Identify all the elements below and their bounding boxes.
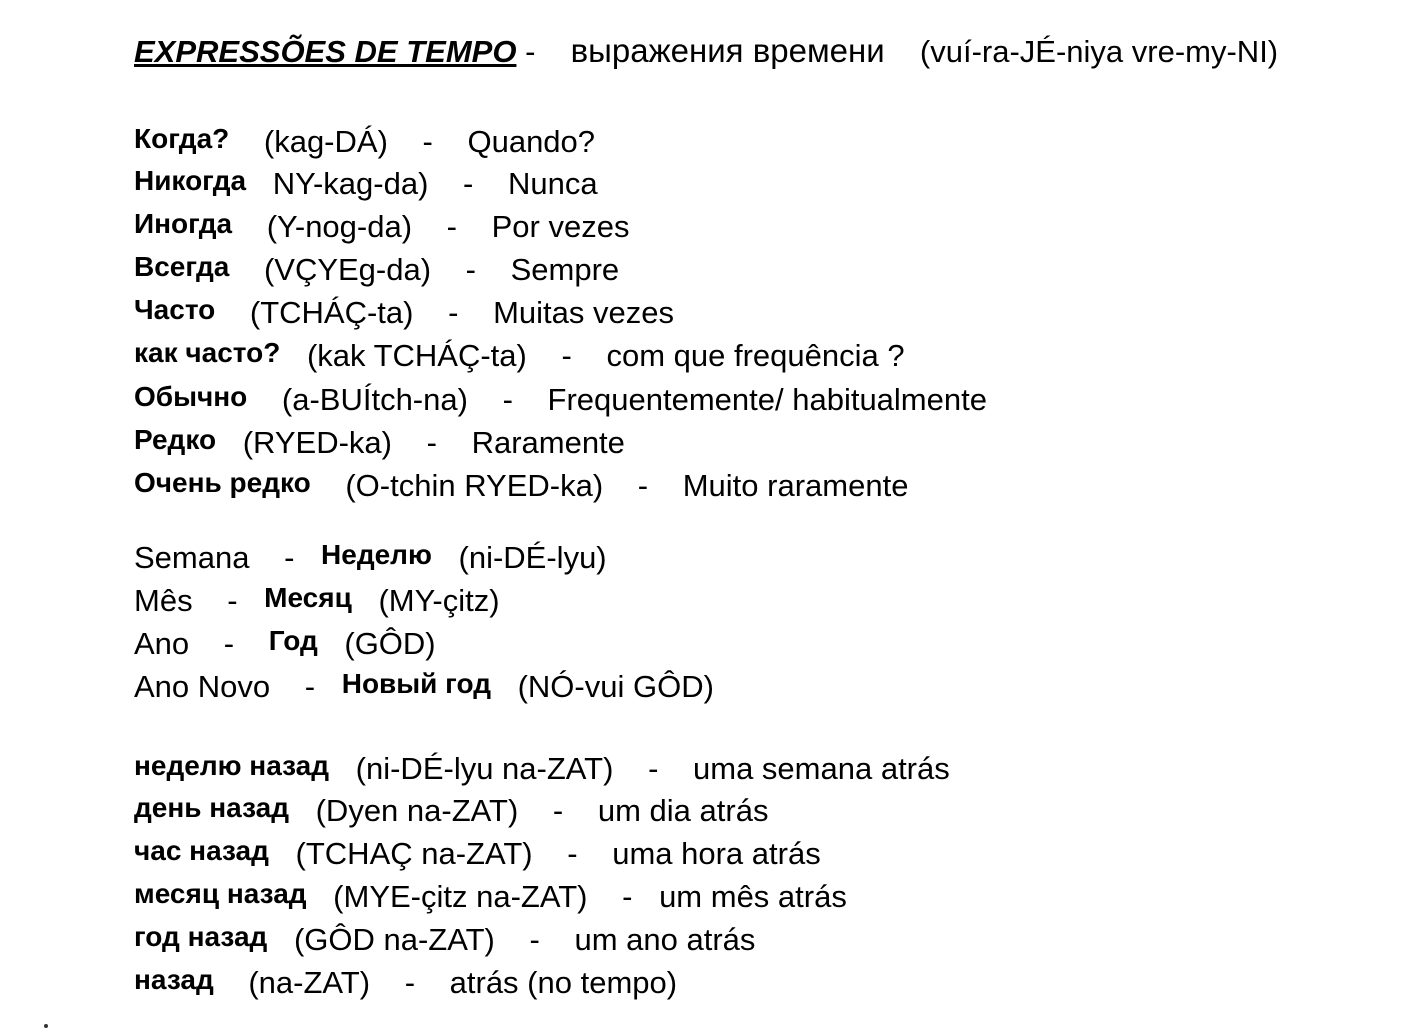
separator-dash: - [284, 540, 295, 575]
ago-row [134, 921, 755, 960]
stray-dot [44, 1024, 48, 1028]
portuguese-meaning: com que frequência ? [606, 338, 905, 373]
frequency-row [134, 424, 625, 463]
pronunciation: (GÔD) [344, 626, 436, 661]
portuguese-meaning: Frequentemente/ habitualmente [547, 382, 987, 417]
separator-dash: - [502, 382, 513, 417]
russian-word: Очень редко [134, 467, 311, 498]
russian-word: Иногда [134, 208, 233, 239]
russian-word: Обычно [134, 381, 248, 412]
separator-dash: - [465, 252, 476, 287]
portuguese-word: Mês [134, 583, 193, 618]
portuguese-meaning: uma semana atrás [693, 751, 950, 786]
frequency-row [134, 294, 674, 333]
pronunciation: (RYED-ka) [242, 425, 392, 460]
portuguese-meaning: Raramente [471, 425, 625, 460]
russian-word: Месяц [264, 582, 352, 613]
separator-dash: - [304, 669, 316, 704]
russian-word: назад [134, 964, 214, 995]
pronunciation: (ni-DÉ-lyu na-ZAT) [355, 751, 614, 786]
separator-dash: - [622, 879, 633, 914]
separator-dash: - [567, 836, 578, 871]
russian-word: Никогда [134, 165, 247, 196]
separator-dash: - [422, 124, 433, 159]
pronunciation: (a-BUÍtch-na) [281, 382, 468, 417]
portuguese-meaning: um ano atrás [574, 922, 756, 957]
separator-dash: - [446, 209, 457, 244]
frequency-row [134, 381, 987, 420]
period-row [134, 582, 500, 621]
title-dash: - [525, 34, 536, 69]
ago-row [134, 835, 821, 874]
title-line [134, 32, 1278, 71]
russian-word: Часто [134, 294, 216, 325]
portuguese-meaning: Muito raramente [682, 468, 909, 503]
pronunciation: (Dyen na-ZAT) [315, 793, 519, 828]
pronunciation: (Y-nog-da) [266, 209, 413, 244]
russian-word: Когда? [134, 123, 230, 154]
ago-row [134, 792, 768, 831]
portuguese-meaning: Quando? [467, 124, 596, 159]
pronunciation: (ni-DÉ-lyu) [458, 540, 607, 575]
russian-word: год назад [134, 921, 268, 952]
frequency-row [134, 467, 908, 506]
separator-dash: - [448, 295, 459, 330]
pronunciation: (NÓ-vui GÔD) [517, 669, 714, 704]
title-russian: выражения времени [570, 32, 885, 69]
frequency-row [134, 337, 905, 376]
russian-word: неделю назад [134, 750, 330, 781]
separator-dash: - [648, 751, 659, 786]
pronunciation: NY-kag-da) [272, 166, 429, 201]
separator-dash: - [223, 626, 235, 661]
pronunciation: (TCHÁÇ-ta) [249, 295, 414, 330]
separator-dash: - [561, 338, 572, 373]
russian-word: час назад [134, 835, 269, 866]
portuguese-meaning: Muitas vezes [493, 295, 674, 330]
separator-dash: - [529, 922, 540, 957]
separator-dash: - [404, 965, 416, 1000]
separator-dash: - [637, 468, 649, 503]
russian-word: месяц назад [134, 878, 307, 909]
pronunciation: (MYE-çitz na-ZAT) [333, 879, 588, 914]
portuguese-meaning: Por vezes [491, 209, 630, 244]
ago-row [134, 964, 677, 1003]
title-portuguese: EXPRESSÕES DE TEMPO [134, 34, 517, 69]
pronunciation: (VÇYEg-da) [263, 252, 432, 287]
pronunciation: (O-tchin RYED-ka) [345, 468, 604, 503]
period-row [134, 668, 714, 707]
portuguese-meaning: Sempre [510, 252, 620, 287]
russian-word: день назад [134, 792, 289, 823]
portuguese-meaning: atrás (no tempo) [449, 965, 678, 1000]
portuguese-meaning: um dia atrás [597, 793, 769, 828]
portuguese-word: Semana [134, 540, 250, 575]
pronunciation: (MY-çitz) [378, 583, 500, 618]
portuguese-meaning: Nunca [507, 166, 598, 201]
pronunciation: (GÔD na-ZAT) [293, 922, 495, 957]
frequency-row [134, 165, 598, 204]
portuguese-word: Ano [134, 626, 190, 661]
separator-dash: - [552, 793, 564, 828]
portuguese-word: Ano Novo [134, 669, 271, 704]
ago-row [134, 750, 950, 789]
russian-word: Год [268, 625, 318, 656]
russian-word: Всегда [134, 251, 230, 282]
period-row [134, 539, 607, 578]
russian-word: Новый год [341, 668, 491, 699]
pronunciation: (kak TCHÁÇ-ta) [306, 338, 527, 373]
portuguese-meaning: uma hora atrás [612, 836, 821, 871]
period-row [134, 625, 436, 664]
frequency-row [134, 208, 629, 247]
frequency-row [134, 251, 619, 290]
pronunciation: (kag-DÁ) [263, 124, 388, 159]
pronunciation: (TCHAÇ na-ZAT) [295, 836, 533, 871]
portuguese-meaning: um mês atrás [659, 879, 847, 914]
title-pronunciation: (vuí-ra-JÉ-niya vre-my-NI) [919, 34, 1279, 69]
separator-dash: - [227, 583, 238, 618]
separator-dash: - [426, 425, 437, 460]
russian-word: Редко [134, 424, 217, 455]
russian-word: Неделю [321, 539, 432, 570]
separator-dash: - [463, 166, 474, 201]
russian-word: как часто? [134, 337, 281, 368]
ago-row [134, 878, 847, 917]
frequency-row [134, 123, 595, 162]
pronunciation: (na-ZAT) [248, 965, 371, 1000]
